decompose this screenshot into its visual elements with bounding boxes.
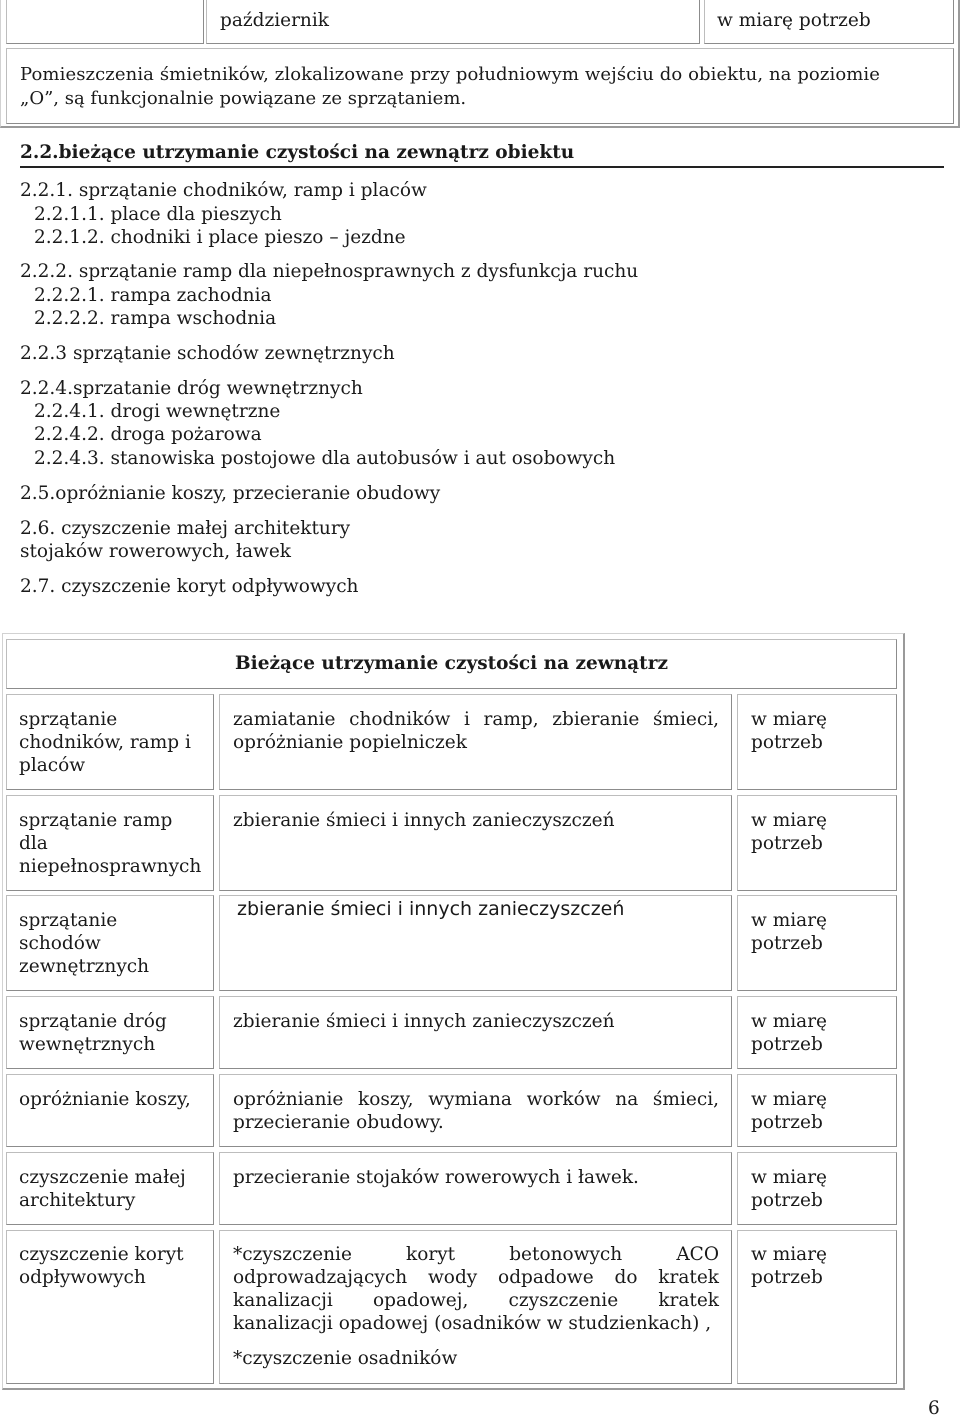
row-1-freq-line: w miarę — [751, 709, 827, 730]
row-7-desc-line: kanalizacji opadowej (osadników w studzienkach) , — [233, 1313, 712, 1334]
list-item: 2.2.2.1. rampa zachodnia — [34, 285, 272, 306]
row-1-freq-line: potrzeb — [751, 732, 823, 753]
row-7-freq-line: potrzeb — [751, 1267, 823, 1288]
row-1-name-line: chodników, ramp i — [19, 732, 191, 753]
row-1-name-line: placów — [19, 755, 86, 776]
list-item: 2.6. czyszczenie małej architektury — [20, 518, 351, 539]
row-6-name-line: czyszczenie małej — [19, 1167, 186, 1188]
list-item: 2.2.3 sprzątanie schodów zewnętrznych — [20, 343, 395, 364]
row-4-desc-line: zbieranie śmieci i innych zanieczyszczeń — [233, 1011, 615, 1032]
row-3-name-line: schodów — [19, 933, 101, 954]
list-item: 2.2.4.3. stanowiska postojowe dla autobusów i aut osobowych — [34, 448, 616, 469]
row-7-name-line: odpływowych — [19, 1267, 146, 1288]
section-heading-rule — [20, 166, 944, 168]
row-6-freq-line: w miarę — [751, 1167, 827, 1188]
row-2-freq-line: potrzeb — [751, 833, 823, 854]
row-4-freq-line: potrzeb — [751, 1034, 823, 1055]
intro-cell — [6, 48, 954, 124]
row-3-freq-line: potrzeb — [751, 933, 823, 954]
row-4-freq-line: w miarę — [751, 1011, 827, 1032]
row-7-desc-line: *czyszczenie koryt betonowych ACO — [233, 1244, 719, 1265]
row-4-name-line: wewnętrznych — [19, 1034, 156, 1055]
row-5-desc-line: opróżnianie koszy, wymiana worków na śmieci, — [233, 1089, 719, 1110]
row-5-freq-line: potrzeb — [751, 1112, 823, 1133]
top-month: październik — [220, 10, 329, 31]
list-item: 2.2.2. sprzątanie ramp dla niepełnosprawnych z dysfunkcja ruchu — [20, 261, 639, 282]
row-7-desc-line: odprowadzających wody odpadowe do kratek — [233, 1267, 719, 1288]
section-heading: 2.2.bieżące utrzymanie czystości na zewnątrz obiektu — [20, 142, 575, 163]
intro-line-1: Pomieszczenia śmietników, zlokalizowane przy południowym wejściu do obiektu, na poziomie — [20, 64, 881, 85]
list-item: stojaków rowerowych, ławek — [20, 541, 291, 562]
list-item: 2.2.1. sprzątanie chodników, ramp i placów — [20, 180, 427, 201]
list-item: 2.2.2.2. rampa wschodnia — [34, 308, 277, 329]
row-2-desc-line: zbieranie śmieci i innych zanieczyszczeń — [233, 810, 615, 831]
row-3-name-line: sprzątanie — [19, 910, 118, 931]
row-6-freq-line: potrzeb — [751, 1190, 823, 1211]
row-1-desc-line: opróżnianie popielniczek — [233, 732, 467, 753]
row-7-name-line: czyszczenie koryt — [19, 1244, 184, 1265]
top-cell-left — [6, 0, 204, 44]
row-6-name-line: architektury — [19, 1190, 136, 1211]
list-item: 2.7. czyszczenie koryt odpływowych — [20, 576, 359, 597]
row-7-desc-line: *czyszczenie osadników — [233, 1348, 458, 1369]
list-item: 2.2.1.1. place dla pieszych — [34, 204, 282, 225]
row-1-desc-line: zamiatanie chodników i ramp, zbieranie śmieci, — [233, 709, 719, 730]
top-frequency: w miarę potrzeb — [717, 10, 871, 31]
row-4-name-line: sprzątanie dróg — [19, 1011, 167, 1032]
row-3-freq-line: w miarę — [751, 910, 827, 931]
row-1-name-line: sprzątanie — [19, 709, 118, 730]
row-2-name-line: niepełnosprawnych — [19, 856, 202, 877]
list-item: 2.5.opróżnianie koszy, przecieranie obudowy — [20, 483, 441, 504]
list-item: 2.2.4.1. drogi wewnętrzne — [34, 401, 281, 422]
row-3-name-line: zewnętrznych — [19, 956, 150, 977]
table-title: Bieżące utrzymanie czystości na zewnątrz — [235, 653, 668, 674]
row-7-freq-line: w miarę — [751, 1244, 827, 1265]
row-7-desc-line: kanalizacji opadowej, czyszczenie kratek — [233, 1290, 719, 1311]
row-2-freq-line: w miarę — [751, 810, 827, 831]
row-2-name-line: dla — [19, 833, 48, 854]
row-5-freq-line: w miarę — [751, 1089, 827, 1110]
list-item: 2.2.4.sprzatanie dróg wewnętrznych — [20, 378, 363, 399]
list-item: 2.2.4.2. droga pożarowa — [34, 424, 262, 445]
list-item: 2.2.1.2. chodniki i place pieszo – jezdne — [34, 227, 406, 248]
page-number: 6 — [928, 1398, 940, 1419]
row-6-desc-line: przecieranie stojaków rowerowych i ławek. — [233, 1167, 639, 1188]
row-5-name-line: opróżnianie koszy, — [19, 1089, 191, 1110]
row-2-name-line: sprzątanie ramp — [19, 810, 173, 831]
row-3-desc-line: zbieranie śmieci i innych zanieczyszczeń — [237, 898, 625, 920]
intro-line-2: „O”, są funkcjonalnie powiązane ze sprzątaniem. — [20, 88, 467, 109]
row-5-desc-line: przecieranie obudowy. — [233, 1112, 444, 1133]
